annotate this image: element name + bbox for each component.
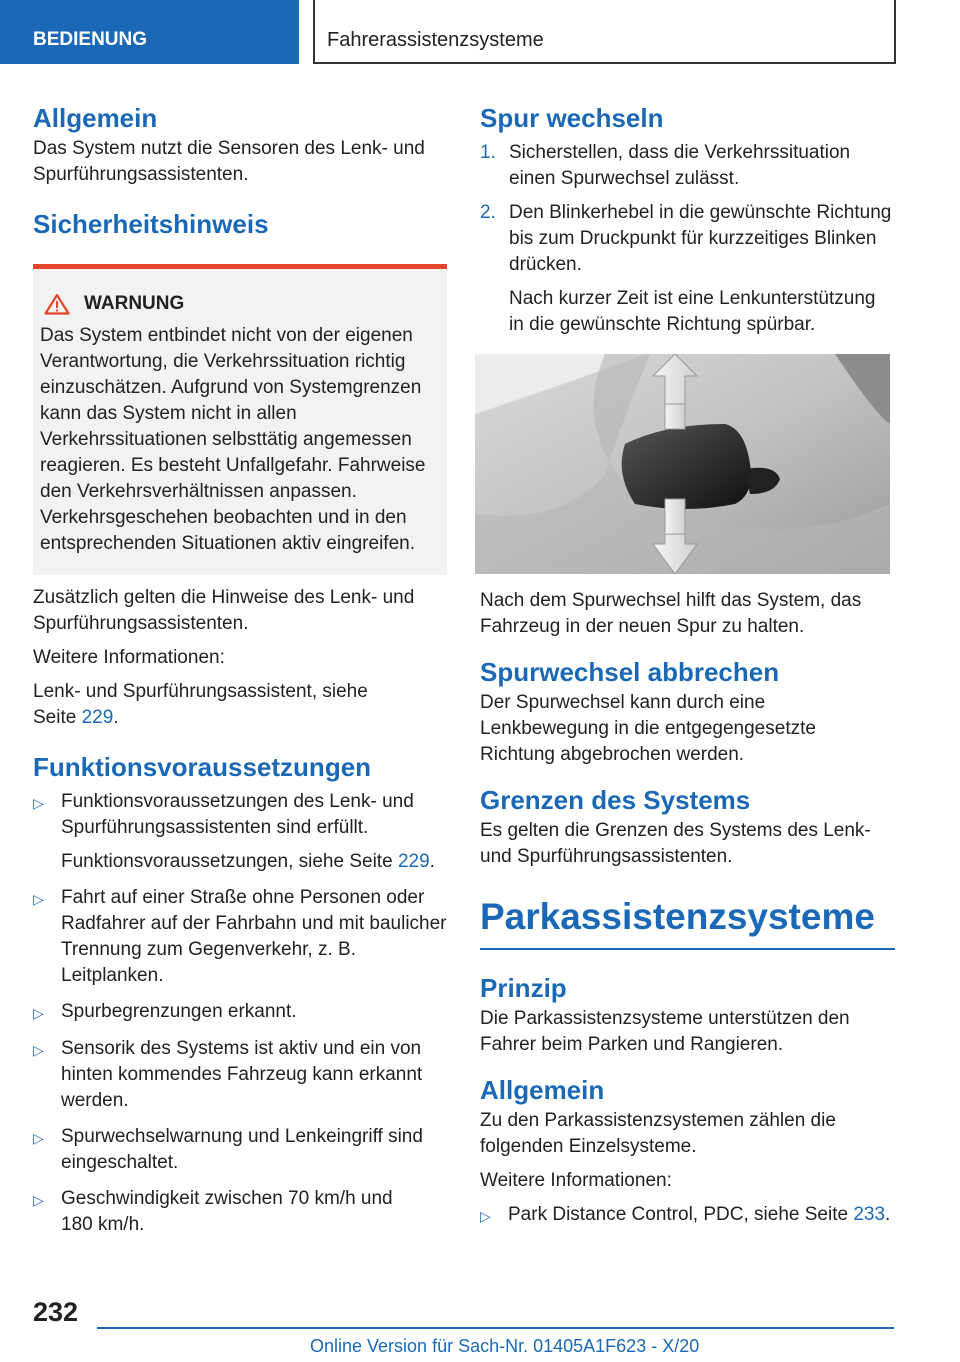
triangle-bullet-icon: ▷: [33, 891, 44, 907]
heading-sicherheitshinweis: Sicherheitshinweis: [33, 209, 269, 239]
list-item-text: Spurwechselwarnung und Lenkeingriff sind eingeschaltet.: [61, 1126, 423, 1173]
triangle-bullet-icon: ▷: [33, 1130, 44, 1146]
step-subtext: Nach kurzer Zeit ist eine Lenkunterstützung in die gewünschte Richtung spürbar.: [509, 288, 876, 335]
online-version-text: Online Version für Sach-Nr. 01405A1F623 - X/20: [310, 1336, 700, 1356]
page-link-229[interactable]: 229: [397, 851, 430, 872]
weitere-info: Weitere Informationen:: [33, 647, 225, 668]
heading-spurwechsel-abbrechen: Spurwechsel abbrechen: [480, 657, 780, 687]
heading-prinzip: Prinzip: [480, 973, 567, 1003]
weitere-info-park: Weitere Informationen:: [480, 1170, 672, 1191]
triangle-bullet-icon: ▷: [33, 1005, 44, 1021]
steps-list: [480, 140, 895, 338]
page-link-233[interactable]: 233: [853, 1204, 886, 1225]
after-image-text: Nach dem Spurwechsel hilft das System, das Fahrzeug in der neuen Spur zu halten.: [480, 590, 862, 637]
zusatz-text: Zusätzlich gelten die Hinweise des Lenk- und Spurführungsassistenten.: [33, 587, 415, 634]
turn-signal-lever-photo: [475, 354, 890, 574]
list-item-text: Fahrt auf einer Straße ohne Personen oder Radfahrer auf der Fahrbahn und mit baulicher Trennung zum Gegenverkehr, z. B. Leitplanken.: [61, 887, 447, 986]
pdc-ref-text: Park Distance Control, PDC, siehe Seite: [508, 1204, 854, 1225]
list-item: [480, 1202, 895, 1229]
right-column: [480, 100, 895, 1229]
chapter-tab: [0, 0, 299, 64]
left-column: [33, 100, 447, 1238]
heading-allgemein: Allgemein: [33, 103, 158, 133]
requirements-list: [33, 789, 447, 1238]
warning-box: [33, 264, 447, 575]
warning-label: WARNUNG: [84, 293, 185, 314]
step-text: Den Blinkerhebel in die gewünschte Richtung bis zum Druckpunkt für kurzzeitiges Blinken drücken.: [509, 202, 892, 275]
sub-text: Funktionsvoraussetzungen, siehe Seite: [61, 851, 398, 872]
abbrechen-text: Der Spurwechsel kann durch eine Lenkbewegung in die entgegengesetzte Richtung abgebrochen werden.: [480, 692, 816, 765]
list-item: [33, 885, 447, 989]
step-number: 1.: [480, 142, 496, 163]
list-item-text: Geschwindigkeit zwischen 70 km/h und 180 km/h.: [61, 1188, 393, 1235]
warning-text: Das System entbindet nicht von der eigenen Verantwortung, die Verkehrssituation richtig einzuschätzen. Aufgrund von Systemgrenzen kann das System nicht in allen Verkehrssituationen selbsttätig angemessen reagieren. Es besteht Unfallgefahr. Fahrweise den Verkehrsverhältnissen anpassen. Verkehrsgeschehen beobachten und in den entsprechenden Situationen aktiv eingreifen.: [40, 325, 426, 554]
heading-grenzen: Grenzen des Systems: [480, 785, 751, 815]
step-text: Sicherstellen, dass die Verkehrssituation einen Spurwechsel zulässt.: [509, 142, 851, 189]
heading-funktionsvoraussetzungen: Funktionsvoraussetzungen: [33, 752, 372, 782]
section-divider: [480, 948, 895, 950]
list-item-subtext: Funktionsvoraussetzungen, siehe Seite 229.: [61, 851, 435, 872]
allgemein-park-text: Zu den Parkassistenzsystemen zählen die folgenden Einzelsysteme.: [480, 1110, 836, 1157]
grenzen-text: Es gelten die Grenzen des Systems des Lenk- und Spurführungsassistenten.: [480, 820, 871, 867]
prinzip-text: Die Parkassistenzsysteme unterstützen den Fahrer beim Parken und Rangieren.: [480, 1008, 850, 1055]
list-item: [33, 789, 447, 841]
reference-text: Lenk- und Spurführungsassistent, siehe Seite: [33, 681, 368, 728]
list-item-text: Spurbegrenzungen erkannt.: [61, 1001, 297, 1022]
triangle-bullet-icon: ▷: [480, 1208, 491, 1224]
list-item-text: Sensorik des Systems ist aktiv und ein von hinten kommendes Fahrzeug kann erkannt werden.: [61, 1038, 423, 1111]
section-header: [313, 0, 896, 64]
step-item: [480, 140, 895, 192]
chapter-label: BEDIENUNG: [33, 29, 148, 50]
list-item: [33, 1186, 447, 1238]
warning-title: [40, 291, 435, 317]
step-number: 2.: [480, 202, 496, 223]
reference-lenk: Lenk- und Spurführungsassistent, siehe Seite 229.: [33, 681, 368, 728]
allgemein-text: Das System nutzt die Sensoren des Lenk- und Spurführungsassistenten.: [33, 138, 425, 185]
list-item-text: Funktionsvoraussetzungen des Lenk- und Spurführungsassistenten sind erfüllt.: [61, 791, 414, 838]
heading-parkassistenzsysteme: Parkassistenzsysteme: [480, 896, 875, 937]
triangle-bullet-icon: ▷: [33, 795, 44, 811]
footer-divider: [97, 1327, 894, 1329]
triangle-bullet-icon: ▷: [33, 1042, 44, 1058]
step-item: [480, 200, 895, 278]
list-item: [33, 1124, 447, 1176]
triangle-bullet-icon: ▷: [33, 1192, 44, 1208]
list-item: [33, 999, 447, 1026]
list-item: [33, 1036, 447, 1114]
warning-icon: [44, 293, 70, 315]
list-item-text: Park Distance Control, PDC, siehe Seite 233.: [508, 1204, 891, 1225]
heading-spur-wechseln: Spur wechseln: [480, 103, 664, 133]
heading-allgemein-park: Allgemein: [480, 1075, 605, 1105]
page-link-229[interactable]: 229: [81, 707, 114, 728]
section-label: Fahrerassistenzsysteme: [327, 29, 544, 51]
page-number: 232: [33, 1297, 79, 1327]
